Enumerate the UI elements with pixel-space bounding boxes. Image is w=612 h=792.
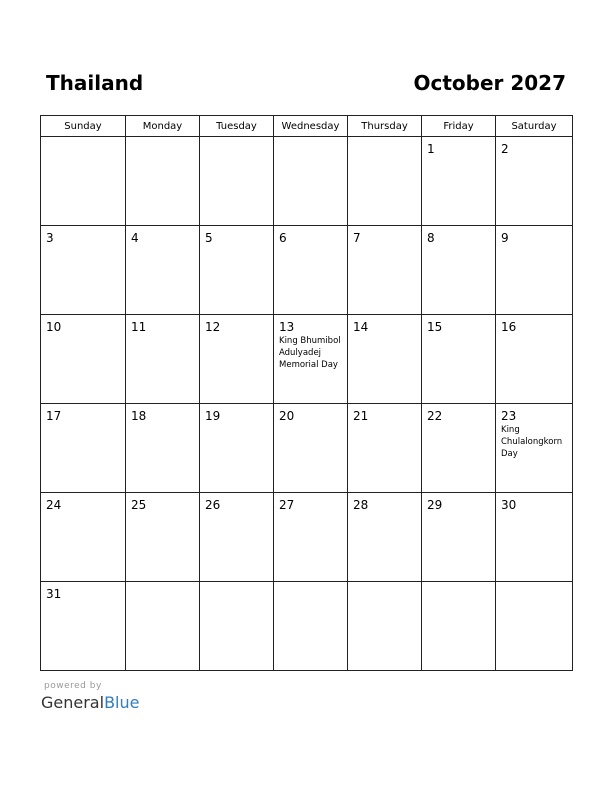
day-number: 7 bbox=[353, 231, 361, 245]
holiday-event: King Bhumibol Adulyadej Memorial Day bbox=[279, 336, 341, 370]
country-title: Thailand bbox=[46, 71, 144, 95]
day-number: 15 bbox=[427, 320, 443, 334]
day-cell bbox=[496, 137, 573, 226]
day-cell bbox=[41, 582, 126, 671]
day-number: 30 bbox=[501, 498, 517, 512]
day-cell bbox=[41, 137, 126, 226]
day-number: 10 bbox=[46, 320, 62, 334]
day-cell bbox=[274, 315, 348, 404]
day-cell bbox=[274, 226, 348, 315]
week-row bbox=[41, 582, 573, 671]
week-row bbox=[41, 137, 573, 226]
day-number: 18 bbox=[131, 409, 147, 423]
brand-general-text: General bbox=[41, 693, 105, 712]
day-number: 25 bbox=[131, 498, 147, 512]
day-number: 29 bbox=[427, 498, 443, 512]
day-cell bbox=[496, 404, 573, 493]
day-number: 28 bbox=[353, 498, 369, 512]
weekday-header: Thursday bbox=[348, 116, 422, 137]
day-number: 5 bbox=[205, 231, 213, 245]
day-number: 24 bbox=[46, 498, 62, 512]
day-cell bbox=[41, 226, 126, 315]
day-cell bbox=[41, 493, 126, 582]
day-cell bbox=[200, 315, 274, 404]
weekday-header: Wednesday bbox=[274, 116, 348, 137]
week-row bbox=[41, 226, 573, 315]
brand-blue-text: Blue bbox=[104, 693, 140, 712]
day-cell bbox=[200, 404, 274, 493]
day-cell bbox=[200, 137, 274, 226]
day-cell bbox=[422, 226, 496, 315]
day-cell bbox=[348, 582, 422, 671]
month-year-title: October 2027 bbox=[413, 71, 566, 95]
week-row bbox=[41, 493, 573, 582]
day-number: 2 bbox=[501, 142, 509, 156]
day-number: 26 bbox=[205, 498, 221, 512]
day-cell bbox=[200, 582, 274, 671]
day-cell bbox=[274, 582, 348, 671]
day-cell bbox=[126, 137, 200, 226]
day-number: 4 bbox=[131, 231, 139, 245]
day-number: 1 bbox=[427, 142, 435, 156]
day-cell bbox=[422, 137, 496, 226]
day-cell bbox=[348, 493, 422, 582]
day-number: 14 bbox=[353, 320, 369, 334]
day-cell bbox=[422, 404, 496, 493]
weekday-header-row bbox=[41, 116, 573, 137]
week-row bbox=[41, 315, 573, 404]
day-cell bbox=[348, 404, 422, 493]
day-cell bbox=[126, 226, 200, 315]
weekday-header: Monday bbox=[126, 116, 200, 137]
generalblue-logo[interactable] bbox=[41, 693, 139, 712]
weekday-header: Sunday bbox=[41, 116, 126, 137]
day-number: 20 bbox=[279, 409, 295, 423]
day-number: 23 bbox=[501, 409, 517, 423]
day-cell bbox=[348, 315, 422, 404]
day-cell bbox=[496, 226, 573, 315]
day-cell bbox=[496, 493, 573, 582]
day-number: 22 bbox=[427, 409, 443, 423]
day-cell bbox=[274, 404, 348, 493]
day-cell bbox=[274, 493, 348, 582]
day-cell bbox=[422, 493, 496, 582]
day-number: 9 bbox=[501, 231, 509, 245]
day-number: 16 bbox=[501, 320, 517, 334]
day-cell bbox=[200, 493, 274, 582]
day-cell bbox=[422, 582, 496, 671]
day-number: 3 bbox=[46, 231, 54, 245]
day-cell bbox=[422, 315, 496, 404]
day-cell bbox=[348, 226, 422, 315]
weekday-header: Tuesday bbox=[200, 116, 274, 137]
day-cell bbox=[41, 315, 126, 404]
day-cell bbox=[200, 226, 274, 315]
day-cell bbox=[126, 404, 200, 493]
day-number: 21 bbox=[353, 409, 369, 423]
day-number: 19 bbox=[205, 409, 221, 423]
day-cell bbox=[496, 582, 573, 671]
day-cell bbox=[274, 137, 348, 226]
day-cell bbox=[41, 404, 126, 493]
weekday-header: Friday bbox=[422, 116, 496, 137]
holiday-event: King Chulalongkorn Day bbox=[501, 425, 563, 459]
powered-by-text: powered by bbox=[44, 681, 102, 691]
day-number: 13 bbox=[279, 320, 295, 334]
weekday-header: Saturday bbox=[496, 116, 573, 137]
day-number: 12 bbox=[205, 320, 221, 334]
day-number: 31 bbox=[46, 587, 62, 601]
day-number: 17 bbox=[46, 409, 62, 423]
day-cell bbox=[496, 315, 573, 404]
day-number: 27 bbox=[279, 498, 295, 512]
calendar-grid bbox=[40, 115, 573, 671]
day-cell bbox=[126, 493, 200, 582]
day-cell bbox=[126, 582, 200, 671]
day-number: 6 bbox=[279, 231, 287, 245]
day-cell bbox=[126, 315, 200, 404]
day-number: 11 bbox=[131, 320, 147, 334]
day-number: 8 bbox=[427, 231, 435, 245]
week-row bbox=[41, 404, 573, 493]
day-cell bbox=[348, 137, 422, 226]
